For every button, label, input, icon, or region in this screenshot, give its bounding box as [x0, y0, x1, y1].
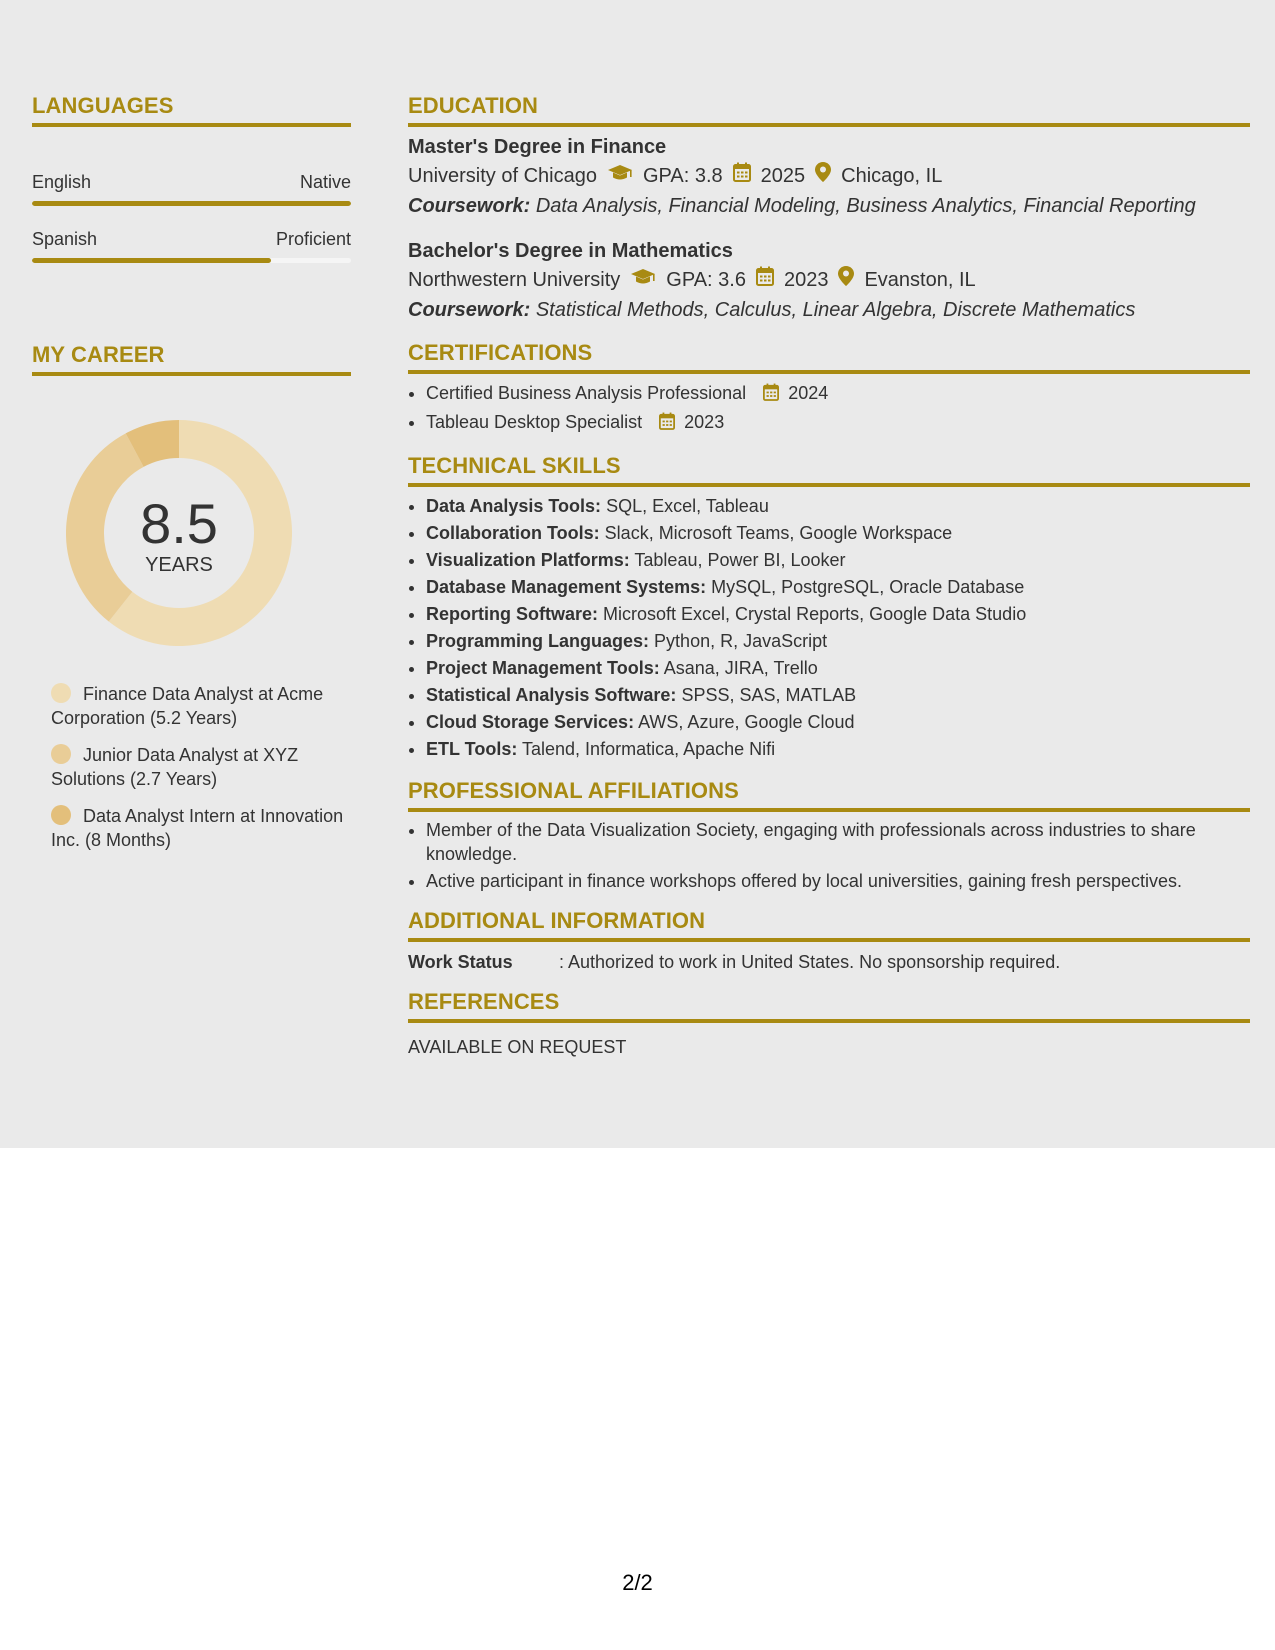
skill-label: Reporting Software: [426, 604, 599, 624]
language-proficiency-fill [32, 258, 271, 263]
certifications-list [408, 380, 1250, 438]
career-total-unit: YEARS [145, 554, 213, 576]
graduation-year: 2025 [760, 165, 806, 187]
additional-info-section [408, 907, 1250, 974]
legend-dot [51, 744, 71, 764]
skill-item [426, 655, 1250, 682]
skill-value: AWS, Azure, Google Cloud [638, 712, 855, 732]
page-number: 2/2 [622, 1570, 653, 1595]
degree-title: Bachelor's Degree in Mathematics [408, 240, 733, 262]
career-legend-item [51, 682, 351, 730]
skill-item [426, 628, 1250, 655]
coursework-text: Statistical Methods, Calculus, Linear Algebra, Discrete Mathematics [535, 299, 1136, 321]
work-status-row [408, 950, 1250, 974]
language-proficiency-bar [32, 201, 351, 206]
certification-year: 2023 [684, 412, 725, 432]
references-text: AVAILABLE ON REQUEST [408, 1037, 627, 1057]
skill-label: Project Management Tools: [426, 658, 660, 678]
coursework-line [408, 295, 1250, 325]
skill-item [426, 520, 1250, 547]
coursework-label: Coursework: [408, 195, 531, 217]
skill-label: Programming Languages: [426, 631, 650, 651]
additional-info-title: ADDITIONAL INFORMATION [408, 907, 1250, 942]
career-section [32, 341, 351, 852]
skill-label: Cloud Storage Services: [426, 712, 635, 732]
school-location: Evanston, IL [864, 269, 976, 291]
affiliations-section [408, 777, 1250, 893]
language-name: Spanish [32, 229, 98, 249]
graduation-cap-icon [607, 161, 633, 191]
school-location: Chicago, IL [841, 165, 943, 187]
education-title: EDUCATION [408, 92, 1250, 127]
certification-item [426, 380, 1250, 409]
technical-skills-title: TECHNICAL SKILLS [408, 452, 1250, 487]
skill-value: Microsoft Excel, Crystal Reports, Google Data Studio [603, 604, 1027, 624]
skill-value: Asana, JIRA, Trello [663, 658, 818, 678]
certification-name: Tableau Desktop Specialist [426, 412, 643, 432]
skill-label: ETL Tools: [426, 739, 518, 759]
calendar-icon [763, 382, 779, 409]
calendar-icon [756, 265, 774, 295]
education-entry [408, 237, 1250, 325]
skill-label: Database Management Systems: [426, 577, 707, 597]
skill-item [426, 736, 1250, 763]
skill-value: Tableau, Power BI, Looker [634, 550, 846, 570]
skill-item [426, 493, 1250, 520]
left-column [32, 92, 351, 865]
affiliation-item: • Member of the Data Visualization Society, engaging with professionals across industries to share knowledge. [426, 818, 1250, 866]
coursework-label: Coursework: [408, 299, 531, 321]
coursework-line [408, 191, 1250, 221]
career-legend-item [51, 743, 351, 791]
skill-item [426, 601, 1250, 628]
affiliations-title: PROFESSIONAL AFFILIATIONS [408, 777, 1250, 812]
career-legend-item [51, 804, 351, 852]
certifications-section [408, 339, 1250, 438]
skill-label: Data Analysis Tools: [426, 496, 602, 516]
gpa-text: GPA: 3.6 [666, 269, 746, 291]
certification-name: Certified Business Analysis Professional [426, 383, 747, 403]
skill-value: Talend, Informatica, Apache Nifi [522, 739, 776, 759]
certification-year: 2024 [788, 383, 829, 403]
skill-value: SPSS, SAS, MATLAB [681, 685, 857, 705]
work-status-key: Work Status [408, 952, 513, 972]
coursework-text: Data Analysis, Financial Modeling, Business Analytics, Financial Reporting [535, 195, 1196, 217]
career-total-value: 8.5 [140, 492, 218, 555]
skill-value: SQL, Excel, Tableau [606, 496, 769, 516]
language-level: Proficient [275, 229, 351, 249]
school-name: University of Chicago [408, 165, 597, 187]
affiliations-list [408, 818, 1250, 893]
degree-title: Master's Degree in Finance [408, 136, 667, 158]
education-entry [408, 133, 1250, 221]
skill-label: Statistical Analysis Software: [426, 685, 677, 705]
skill-item [426, 547, 1250, 574]
technical-skills-section [408, 452, 1250, 763]
affiliation-item: • Active participant in finance workshops offered by local universities, gaining fresh perspectives. [426, 869, 1250, 893]
school-name: Northwestern University [408, 269, 621, 291]
gpa-text: GPA: 3.8 [642, 165, 723, 187]
skill-item [426, 574, 1250, 601]
legend-dot [51, 683, 71, 703]
skill-value: MySQL, PostgreSQL, Oracle Database [711, 577, 1025, 597]
language-proficiency-fill [32, 201, 351, 206]
technical-skills-list [408, 493, 1250, 763]
career-role-label: Junior Data Analyst at XYZ Solutions (2.7 Years) [51, 745, 299, 789]
career-title: MY CAREER [32, 341, 351, 376]
legend-dot [51, 805, 71, 825]
language-level: Native [299, 172, 351, 192]
language-row [32, 228, 351, 263]
skill-item [426, 682, 1250, 709]
languages-section [32, 92, 351, 263]
career-role-label: Finance Data Analyst at Acme Corporation (5.2 Years) [51, 684, 324, 728]
graduation-cap-icon [630, 265, 656, 295]
education-section [408, 92, 1250, 325]
career-role-label: Data Analyst Intern at Innovation Inc. (8 Months) [51, 806, 344, 850]
calendar-icon [733, 161, 751, 191]
right-column [408, 92, 1250, 1059]
skill-value: Python, R, JavaScript [654, 631, 828, 651]
career-legend [51, 682, 351, 852]
certifications-title: CERTIFICATIONS [408, 339, 1250, 374]
language-proficiency-bar [32, 258, 351, 263]
certification-item [426, 409, 1250, 438]
language-row [32, 171, 351, 206]
references-section [408, 988, 1250, 1059]
skill-value: Slack, Microsoft Teams, Google Workspace [604, 523, 953, 543]
map-pin-icon [838, 265, 854, 295]
skill-label: Collaboration Tools: [426, 523, 600, 543]
skill-item [426, 709, 1250, 736]
map-pin-icon [815, 161, 831, 191]
skill-label: Visualization Platforms: [426, 550, 630, 570]
languages-title: LANGUAGES [32, 92, 351, 127]
career-donut-chart [66, 420, 292, 646]
language-name: English [32, 172, 92, 192]
calendar-icon [659, 411, 675, 438]
graduation-year: 2023 [783, 269, 829, 291]
references-title: REFERENCES [408, 988, 1250, 1023]
work-status-value: : Authorized to work in United States. No sponsorship required. [559, 952, 1061, 972]
